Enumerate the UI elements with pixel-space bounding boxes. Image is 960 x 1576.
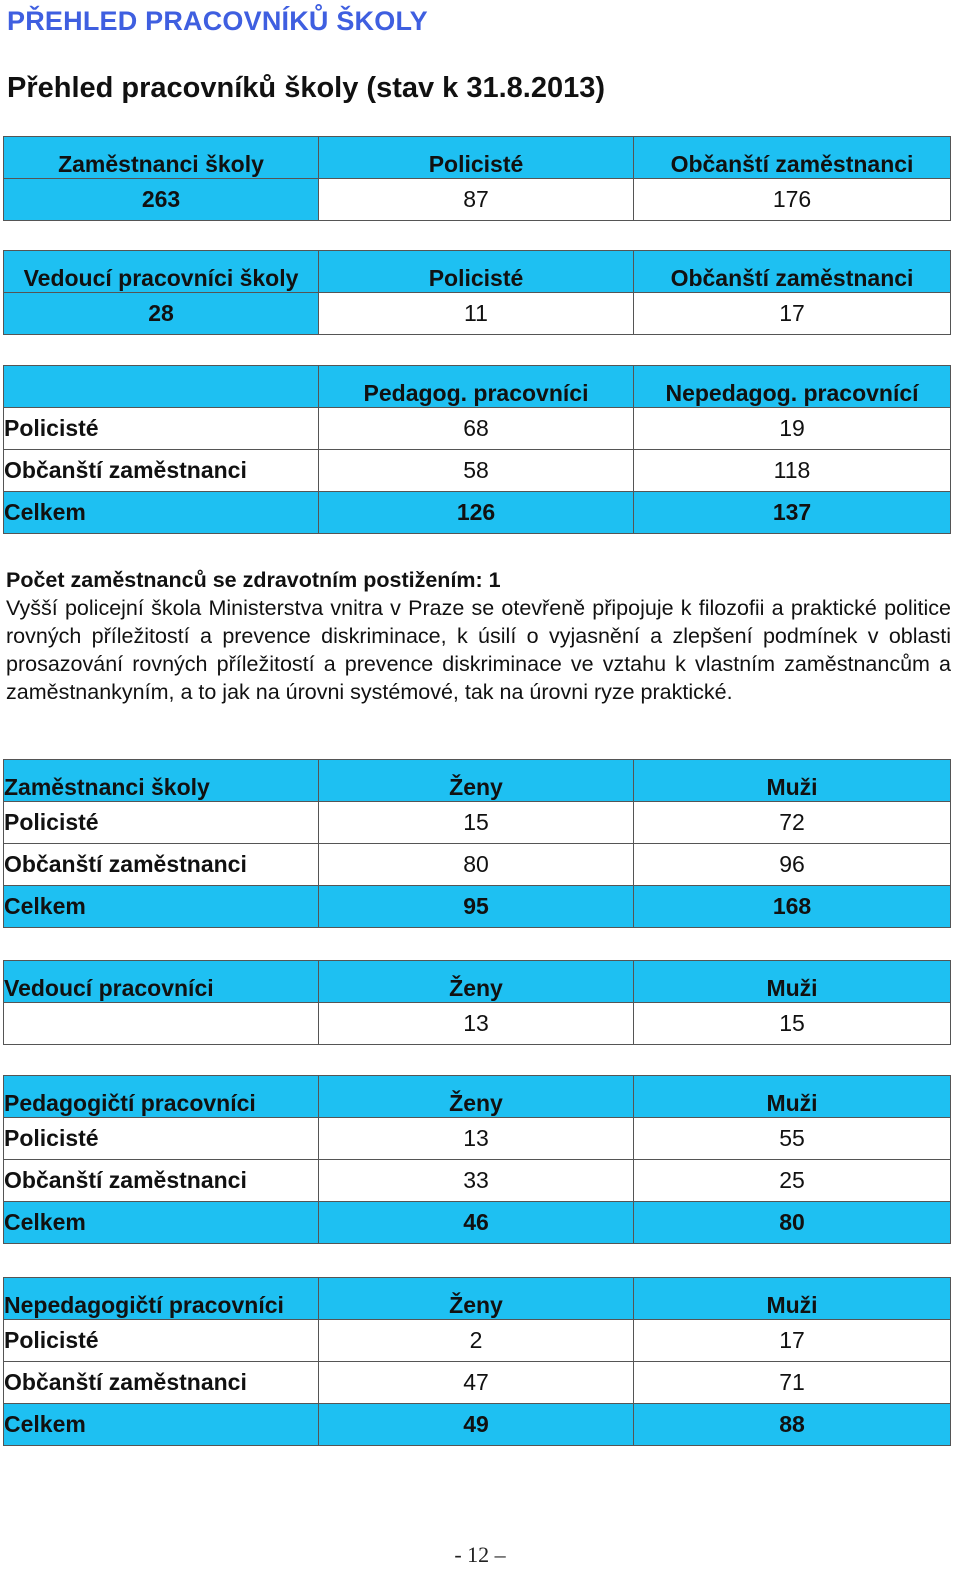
table-cell-total: 263 — [4, 179, 319, 221]
row-label: Celkem — [4, 1404, 319, 1446]
table-cell-total: 126 — [319, 492, 634, 534]
table-header-cell: Pedagogičtí pracovníci — [4, 1076, 319, 1118]
table-cell: 55 — [634, 1118, 951, 1160]
row-label: Celkem — [4, 886, 319, 928]
table-header-cell: Muži — [634, 1076, 951, 1118]
row-label: Celkem — [4, 1202, 319, 1244]
table-header-cell: Zaměstnanci školy — [4, 137, 319, 179]
table-cell: 176 — [634, 179, 951, 221]
table-row — [4, 408, 951, 450]
gender-pedagogic-table — [3, 1075, 951, 1244]
row-label — [4, 1003, 319, 1045]
table-header-cell: Ženy — [319, 760, 634, 802]
table-header-cell: Policisté — [319, 251, 634, 293]
table-cell: 118 — [634, 450, 951, 492]
table-cell: 58 — [319, 450, 634, 492]
table-cell: 2 — [319, 1320, 634, 1362]
table-header-cell: Nepedagogičtí pracovníci — [4, 1278, 319, 1320]
employees-total-table — [3, 136, 951, 221]
table-header-cell: Zaměstnanci školy — [4, 760, 319, 802]
table-header-cell: Občanští zaměstnanci — [634, 137, 951, 179]
table-header-cell: Vedoucí pracovníci — [4, 961, 319, 1003]
table-cell: 80 — [319, 844, 634, 886]
row-label: Občanští zaměstnanci — [4, 1362, 319, 1404]
table-row — [4, 1320, 951, 1362]
table-row — [4, 1003, 951, 1045]
table-cell-total: 49 — [319, 1404, 634, 1446]
table-cell: 11 — [319, 293, 634, 335]
table-header-cell: Muži — [634, 961, 951, 1003]
managers-total-table — [3, 250, 951, 335]
disability-note — [6, 566, 951, 706]
table-cell: 68 — [319, 408, 634, 450]
table-cell: 72 — [634, 802, 951, 844]
page-heading: PŘEHLED PRACOVNÍKŮ ŠKOLY — [7, 6, 428, 36]
table-row — [4, 844, 951, 886]
equal-opportunity-text: Vyšší policejní škola Ministerstva vnitra v Praze se otevřeně připojuje k filozofii a praktické politice rovných příležitostí a prevence diskriminace, k úsilí o vyjasnění a zlepšení podmínek v oblasti prosazování rovných příležitostí a prevence diskriminace ve vztahu k vlastním zaměstnancům a zaměstnankyním, a to jak na úrovni systémové, tak na úrovni ryze praktické. — [6, 596, 951, 704]
table-cell-total: 46 — [319, 1202, 634, 1244]
table-header-cell: Nepedagog. pracovnící — [634, 366, 951, 408]
table-row — [4, 1160, 951, 1202]
table-cell-total: 137 — [634, 492, 951, 534]
row-label: Policisté — [4, 802, 319, 844]
table-header-cell: Pedagog. pracovníci — [319, 366, 634, 408]
table-cell: 15 — [634, 1003, 951, 1045]
table-cell: 87 — [319, 179, 634, 221]
table-cell-total: 88 — [634, 1404, 951, 1446]
table-header-cell: Policisté — [319, 137, 634, 179]
pedagogic-breakdown-table — [3, 365, 951, 534]
table-header-cell — [4, 366, 319, 408]
gender-employees-table — [3, 759, 951, 928]
table-cell-total: 168 — [634, 886, 951, 928]
table-cell: 47 — [319, 1362, 634, 1404]
row-label: Občanští zaměstnanci — [4, 450, 319, 492]
gender-nonpedagogic-table — [3, 1277, 951, 1446]
table-cell: 25 — [634, 1160, 951, 1202]
table-cell: 15 — [319, 802, 634, 844]
table-header-cell: Vedoucí pracovníci školy — [4, 251, 319, 293]
row-label: Policisté — [4, 1320, 319, 1362]
table-header-cell: Muži — [634, 1278, 951, 1320]
table-cell: 71 — [634, 1362, 951, 1404]
row-label: Celkem — [4, 492, 319, 534]
table-cell: 96 — [634, 844, 951, 886]
row-label: Policisté — [4, 1118, 319, 1160]
table-cell: 19 — [634, 408, 951, 450]
table-row — [4, 1362, 951, 1404]
table-header-cell: Občanští zaměstnanci — [634, 251, 951, 293]
table-cell: 13 — [319, 1118, 634, 1160]
total-row — [4, 886, 951, 928]
total-row — [4, 1202, 951, 1244]
total-row — [4, 1404, 951, 1446]
row-label: Občanští zaměstnanci — [4, 1160, 319, 1202]
section-title: Přehled pracovníků školy (stav k 31.8.2013) — [7, 72, 606, 104]
table-header-cell: Ženy — [319, 1278, 634, 1320]
table-row — [4, 1118, 951, 1160]
table-header-cell: Ženy — [319, 961, 634, 1003]
row-label: Policisté — [4, 408, 319, 450]
disability-count: Počet zaměstnanců se zdravotním postižením: 1 — [6, 568, 501, 592]
table-header-cell: Muži — [634, 760, 951, 802]
page-number: - 12 – — [454, 1542, 506, 1567]
table-cell-total: 28 — [4, 293, 319, 335]
row-label: Občanští zaměstnanci — [4, 844, 319, 886]
table-row — [4, 802, 951, 844]
table-cell: 17 — [634, 1320, 951, 1362]
total-row — [4, 492, 951, 534]
table-cell-total: 95 — [319, 886, 634, 928]
table-header-cell: Ženy — [319, 1076, 634, 1118]
table-cell: 13 — [319, 1003, 634, 1045]
gender-managers-table — [3, 960, 951, 1045]
table-row — [4, 450, 951, 492]
table-cell: 33 — [319, 1160, 634, 1202]
table-cell: 17 — [634, 293, 951, 335]
table-cell-total: 80 — [634, 1202, 951, 1244]
